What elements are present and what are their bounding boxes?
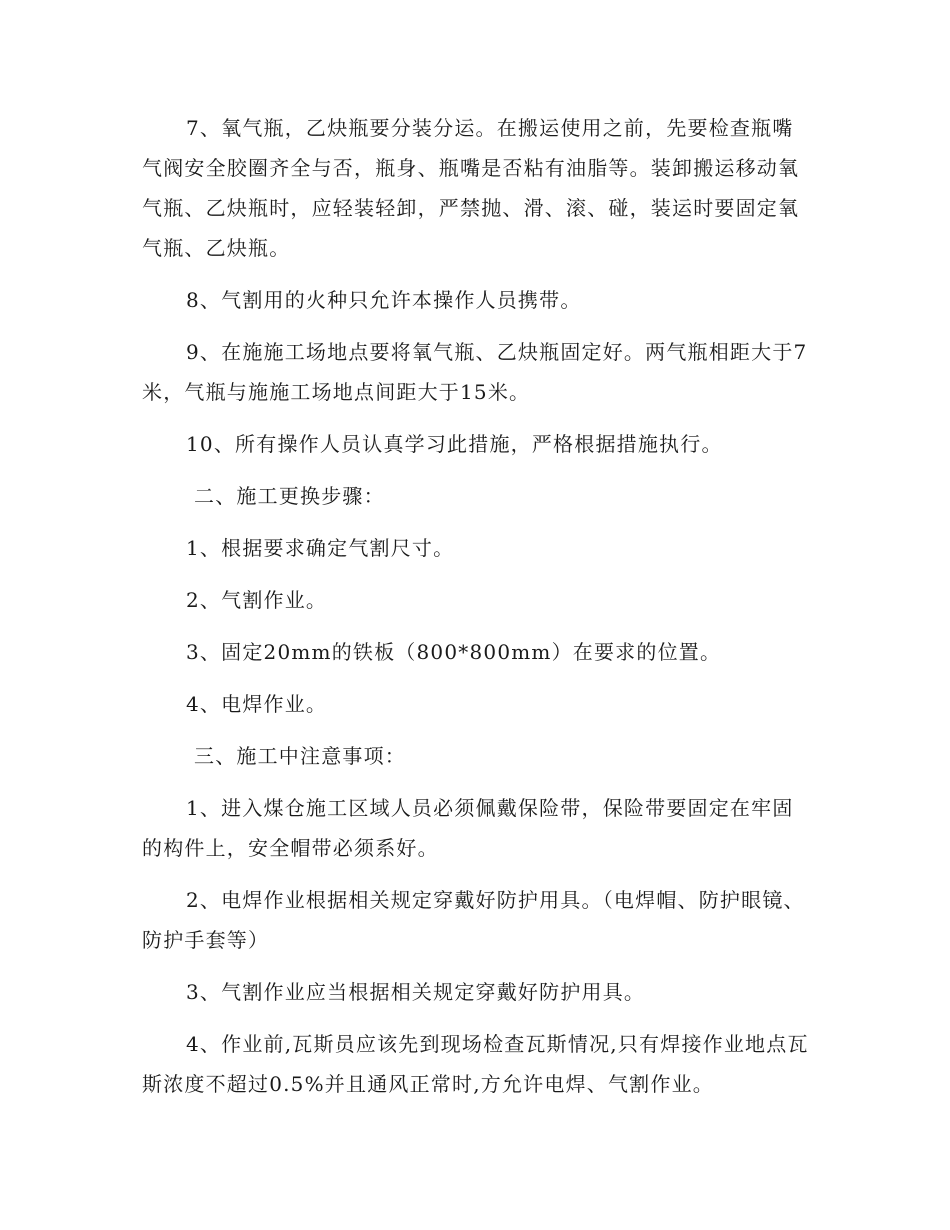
step-1-cut-size: 1、根据要求确定气割尺寸。	[186, 536, 455, 560]
precaution-3-cutting-protection: 3、气割作业应当根据相关规定穿戴好防护用具。	[186, 980, 646, 1004]
document-body	[142, 108, 810, 1104]
precaution-1-safety-belt: 1、进入煤仓施工区域人员必须佩戴保险带，保险带要固定在牢固的构件上，安全帽带必须系好。	[142, 796, 794, 860]
paragraph-10-study-measures: 10、所有操作人员认真学习此措施，严格根据措施执行。	[186, 432, 723, 456]
precaution-2-welding-protection: 2、电焊作业根据相关规定穿戴好防护用具。（电焊帽、防护眼镜、防护手套等）	[142, 888, 805, 952]
step-3-fix-plate: 3、固定20mm的铁板（800*800mm）在要求的位置。	[186, 640, 722, 664]
precaution-4-gas-check: 4、作业前,瓦斯员应该先到现场检查瓦斯情况,只有焊接作业地点瓦斯浓度不超过0.5%并且通风正常时,方允许电焊、气割作业。	[142, 1032, 809, 1096]
paragraph-7-gas-cylinder-transport: 7、氧气瓶，乙炔瓶要分装分运。在搬运使用之前，先要检查瓶嘴气阀安全胶圈齐全与否，瓶身、瓶嘴是否粘有油脂等。装卸搬运移动氧气瓶、乙炔瓶时，应轻装轻卸，严禁抛、滑、滚、碰，装运时要固定氧气瓶、乙炔瓶。	[142, 116, 800, 260]
step-2-gas-cutting: 2、气割作业。	[186, 588, 328, 612]
step-4-welding: 4、电焊作业。	[186, 692, 328, 716]
paragraph-8-fire-source: 8、气割用的火种只允许本操作人员携带。	[186, 288, 582, 312]
paragraph-9-cylinder-distance: 9、在施施工场地点要将氧气瓶、乙炔瓶固定好。两气瓶相距大于7米，气瓶与施施工场地点间距大于15米。	[142, 340, 808, 404]
section-heading-replacement-steps: 二、施工更换步骤：	[194, 484, 385, 508]
section-heading-precautions: 三、施工中注意事项：	[194, 744, 406, 768]
